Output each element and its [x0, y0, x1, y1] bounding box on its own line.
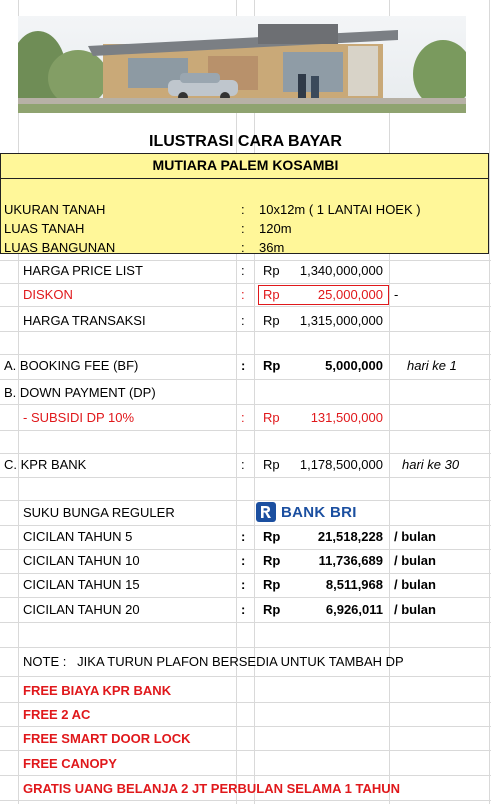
grid-row-line [0, 525, 491, 526]
spec-label: LUAS TANAH [4, 221, 85, 236]
installment-unit: / bulan [394, 553, 436, 568]
currency: Rp [263, 313, 280, 328]
colon: : [241, 221, 245, 236]
currency: Rp [263, 577, 281, 592]
currency: Rp [263, 410, 280, 425]
price-list-value: 1,340,000,000 [299, 263, 383, 278]
colon: : [241, 457, 245, 472]
grid-row-line [0, 800, 491, 801]
colon: : [241, 287, 245, 302]
down-payment-label: B. DOWN PAYMENT (DP) [4, 385, 156, 400]
spec-label: LUAS BANGUNAN [4, 240, 116, 255]
perk-item: FREE SMART DOOR LOCK [23, 731, 191, 746]
discount-suffix: - [394, 287, 399, 302]
grid-row-line [0, 702, 491, 703]
discount-value: 25,000,000 [317, 287, 383, 302]
spec-value: 36m [259, 240, 285, 255]
grid-row-line [0, 549, 491, 550]
currency: Rp [263, 602, 281, 617]
grid-row-line [0, 597, 491, 598]
perk-item: GRATIS UANG BELANJA 2 JT PERBULAN SELAMA 1 TAHUN [23, 781, 401, 796]
booking-fee-label: A. BOOKING FEE (BF) [4, 358, 139, 373]
currency: Rp [263, 287, 280, 302]
project-name: MUTIARA PALEM KOSAMBI [152, 157, 339, 173]
grid-row-line [0, 331, 491, 332]
grid-row-line [0, 726, 491, 727]
colon: : [241, 553, 246, 568]
installment-unit: / bulan [394, 577, 436, 592]
currency: Rp [263, 358, 281, 373]
kpr-value: 1,178,500,000 [299, 457, 383, 472]
grid-row-line [0, 676, 491, 677]
spec-label: UKURAN TANAH [4, 202, 106, 217]
grid-col-line [254, 0, 255, 804]
kpr-label: C. KPR BANK [4, 457, 87, 472]
booking-fee-value: 5,000,000 [325, 358, 383, 373]
installment-unit: / bulan [394, 529, 436, 544]
interest-label: SUKU BUNGA REGULER [23, 505, 175, 520]
subsidy-label: - SUBSIDI DP 10% [23, 410, 135, 425]
grid-row-line [0, 260, 491, 261]
colon: : [241, 358, 246, 373]
installment-label: CICILAN TAHUN 20 [23, 602, 140, 617]
page-title: ILUSTRASI CARA BAYAR [149, 133, 342, 150]
installment-unit: / bulan [394, 602, 436, 617]
currency: Rp [263, 529, 281, 544]
currency: Rp [263, 263, 280, 278]
grid-row-line [0, 354, 491, 355]
transaction-value: 1,315,000,000 [299, 313, 383, 328]
booking-fee-note: hari ke 1 [407, 358, 457, 373]
grid-row-line [0, 647, 491, 648]
colon: : [241, 529, 246, 544]
grid-row-line [0, 573, 491, 574]
installment-label: CICILAN TAHUN 15 [23, 577, 140, 592]
grid-row-line [0, 404, 491, 405]
colon: : [241, 602, 246, 617]
spec-box-divider [0, 178, 489, 179]
transaction-label: HARGA TRANSAKSI [23, 313, 146, 328]
grid-row-line [0, 500, 491, 501]
colon: : [241, 240, 245, 255]
colon: : [241, 202, 245, 217]
perk-item: FREE 2 AC [23, 707, 91, 722]
installment-label: CICILAN TAHUN 10 [23, 553, 140, 568]
perk-item: FREE BIAYA KPR BANK [23, 683, 172, 698]
house-photo [18, 16, 466, 113]
grid-row-line [0, 379, 491, 380]
grid-col-line [236, 0, 237, 804]
colon: : [241, 263, 245, 278]
note: NOTE : JIKA TURUN PLAFON BERSEDIA UNTUK TAMBAH DP [23, 654, 404, 669]
installment-value: 21,518,228 [317, 529, 383, 544]
installment-value: 11,736,689 [318, 553, 383, 568]
colon: : [241, 313, 245, 328]
currency: Rp [263, 553, 281, 568]
bank-bri-icon [255, 501, 277, 523]
installment-value: 6,926,011 [325, 602, 383, 617]
colon: : [241, 410, 245, 425]
grid-col-line [489, 0, 490, 804]
kpr-note: hari ke 30 [402, 457, 460, 472]
subsidy-value: 131,500,000 [310, 410, 383, 425]
installment-value: 8,511,968 [325, 577, 383, 592]
grid-row-line [0, 477, 491, 478]
bank-bri-logo [255, 500, 357, 524]
grid-row-line [0, 622, 491, 623]
perk-item: FREE CANOPY [23, 756, 117, 771]
installment-label: CICILAN TAHUN 5 [23, 529, 133, 544]
bank-name: BANK BRI [281, 503, 357, 521]
grid-row-line [0, 775, 491, 776]
colon: : [241, 577, 246, 592]
grid-col-line [389, 0, 390, 804]
spec-value: 120m [259, 221, 292, 236]
grid-row-line [0, 430, 491, 431]
grid-row-line [0, 750, 491, 751]
grid-row-line [0, 453, 491, 454]
spec-value: 10x12m ( 1 LANTAI HOEK ) [259, 202, 421, 217]
grid-col-line [18, 0, 19, 804]
discount-label: DISKON [23, 287, 73, 302]
currency: Rp [263, 457, 280, 472]
grid-row-line [0, 306, 491, 307]
price-list-label: HARGA PRICE LIST [23, 263, 143, 278]
grid-row-line [0, 283, 491, 284]
